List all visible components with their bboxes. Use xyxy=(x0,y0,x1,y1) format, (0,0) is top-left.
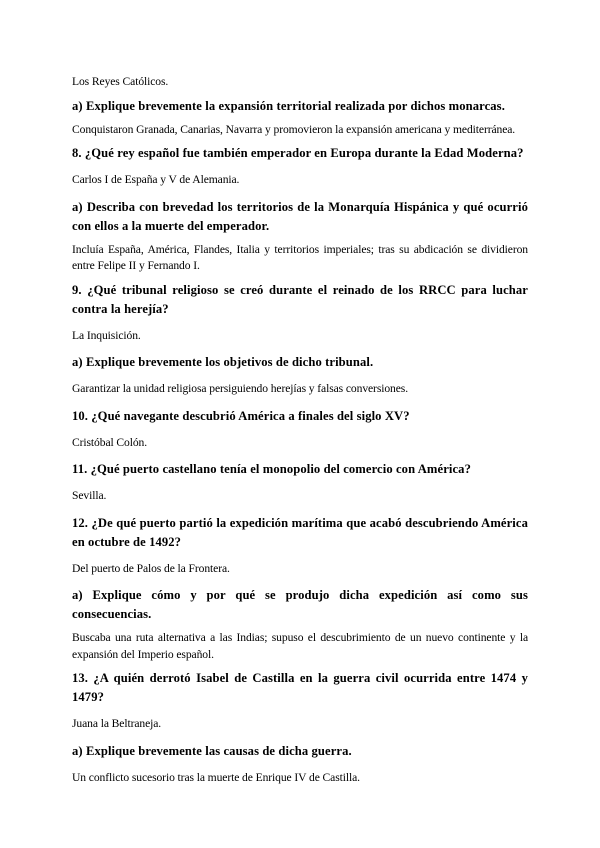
answer-7a: Conquistaron Granada, Canarias, Navarra y promovieron la expansión americana y mediterránea. xyxy=(72,122,516,136)
answer-12: Del puerto de Palos de la Frontera. xyxy=(72,561,230,575)
answer-11: Sevilla. xyxy=(72,489,107,502)
answer-8: Carlos I de España y V de Alemania. xyxy=(72,173,240,186)
question-12a: a) Explique cómo y por qué se produjo dicha expedición así como sus consecuencias. xyxy=(72,588,528,621)
answer-reyes-catolicos: Los Reyes Católicos. xyxy=(72,75,169,88)
answer-8a: Incluía España, América, Flandes, Italia y territorios imperiales; tras su abdicación se dividieron entre Felipe II y Fernando I. xyxy=(72,242,528,272)
question-12: 12. ¿De qué puerto partió la expedición marítima que acabó descubriendo América en octubre de 1492? xyxy=(72,515,528,549)
document-page xyxy=(72,74,528,786)
question-11: 11. ¿Qué puerto castellano tenía el monopolio del comercio con América? xyxy=(72,462,471,476)
question-7a: a) Explique brevemente la expansión territorial realizada por dichos monarcas. xyxy=(72,98,505,113)
question-9: 9. ¿Qué tribunal religioso se creó durante el reinado de los RRCC para luchar contra la herejía? xyxy=(72,282,528,316)
answer-13a: Un conflicto sucesorio tras la muerte de Enrique IV de Castilla. xyxy=(72,770,360,784)
answer-10: Cristóbal Colón. xyxy=(72,435,148,449)
question-9a: a) Explique brevemente los objetivos de dicho tribunal. xyxy=(72,355,374,369)
question-8: 8. ¿Qué rey español fue también emperador en Europa durante la Edad Moderna? xyxy=(72,146,524,160)
answer-9a: Garantizar la unidad religiosa persiguiendo herejías y falsas conversiones. xyxy=(72,382,409,395)
answer-12a: Buscaba una ruta alternativa a las Indias; supuso el descubrimiento de un nuevo continente y la expansión del Imperio español. xyxy=(72,631,528,661)
answer-9: La Inquisición. xyxy=(72,328,141,342)
question-13: 13. ¿A quién derrotó Isabel de Castilla en la guerra civil ocurrida entre 1474 y 1479? xyxy=(72,671,528,704)
question-8a: a) Describa con brevedad los territorios de la Monarquía Hispánica y qué ocurrió con ellos a la muerte del emperador. xyxy=(72,199,528,233)
question-13a: a) Explique brevemente las causas de dicha guerra. xyxy=(72,743,352,758)
question-10: 10. ¿Qué navegante descubrió América a finales del siglo XV? xyxy=(72,408,410,423)
answer-13: Juana la Beltraneja. xyxy=(72,717,162,730)
